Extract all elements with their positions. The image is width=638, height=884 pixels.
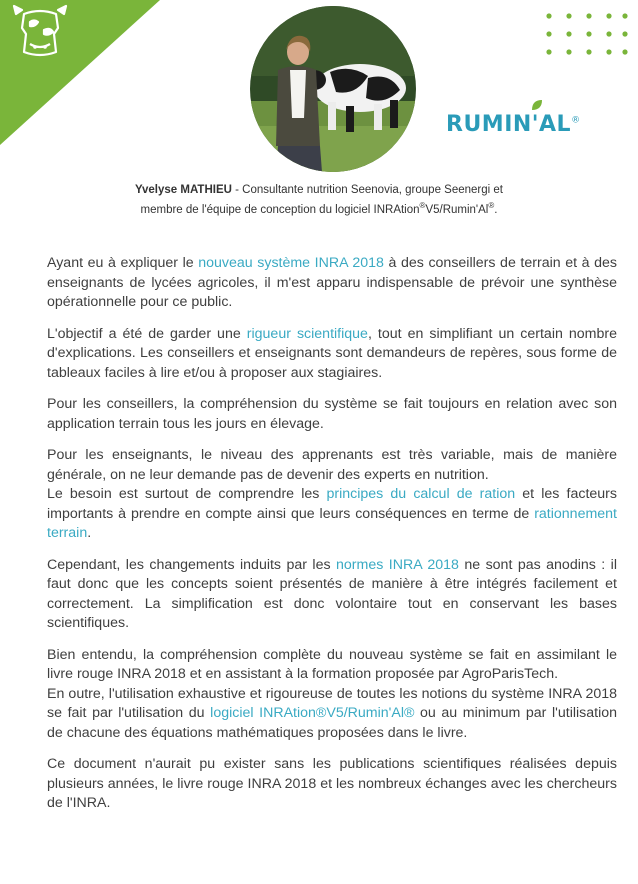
text: à des conseillers de terrain et à des enseignants de lycées agricoles, il m'est apparu indispensable de prévoir une synthèse opérationnelle pour ce public. xyxy=(47,255,617,310)
author-caption xyxy=(0,182,638,218)
highlight-term: nouveau système INRA 2018 xyxy=(198,255,384,271)
registered-mark: ® xyxy=(419,201,426,210)
leaf-icon xyxy=(530,98,544,112)
paragraph xyxy=(47,485,617,544)
text: L'objectif a été de garder une xyxy=(47,325,247,342)
caption-line-2 xyxy=(0,198,638,218)
paragraph: Pour les enseignants, le niveau des apprenants est très variable, mais de manière générale, on ne leur demande pas de devenir des experts en nutrition. xyxy=(47,447,617,483)
highlight-term: principes du calcul de ration xyxy=(326,486,516,502)
highlight-term: normes INRA 2018 xyxy=(336,556,459,573)
logo-text-suffix: 'AL xyxy=(531,112,572,137)
registered-mark: ® xyxy=(488,201,495,210)
caption-text: membre de l'équipe de conception du logiciel INRAtion xyxy=(140,203,420,216)
logo-text-main: RUMIN xyxy=(446,112,532,137)
text: ou au minimum par l'utilisation de chacune des équations mathématiques proposées dans le livre. xyxy=(47,705,618,741)
highlight-term: rigueur scientifique xyxy=(246,325,368,342)
text: Ayant eu à expliquer le xyxy=(47,255,199,271)
text: , tout en simplifiant un certain nombre d'explications. Les conseillers et enseignants sont demandeurs de repères, sous forme de tableaux faciles à lire et/ou à proposer aux stagiaires. xyxy=(47,325,617,381)
logo-registered: ® xyxy=(571,115,581,126)
text: Cependant, les changements induits par les xyxy=(47,556,337,573)
paragraph: Ce document n'aurait pu exister sans les publications scientifiques réalisées depuis plusieurs années, le livre rouge INRA 2018 et les nombreux échanges avec les chercheurs de l'INRA. xyxy=(47,756,617,811)
author-role: - Consultante nutrition Seenovia, groupe Seenergi et xyxy=(231,184,503,196)
highlight-term: rationnement terrain xyxy=(47,505,617,541)
paragraph xyxy=(47,556,617,634)
text: En outre, l'utilisation exhaustive et rigoureuse de toutes les notions du système INRA 2018 se fait par l'utilisation du xyxy=(47,685,617,721)
caption-text: . xyxy=(494,203,498,216)
highlight-term: logiciel INRAtion®V5/Rumin'Al® xyxy=(210,705,415,721)
green-corner-banner xyxy=(0,0,160,145)
text: et les facteurs importants à prendre en compte ainsi que leurs conséquences en terme de xyxy=(47,486,617,522)
body-text xyxy=(47,254,617,826)
caption-text: V5/Rumin'Al xyxy=(425,203,489,216)
dot-grid-decoration xyxy=(545,12,629,56)
paragraph: Bien entendu, la compréhension complète du nouveau système se fait en assimilant le livre rouge INRA 2018 et en assistant à la formation proposée par AgroParisTech. xyxy=(47,646,617,682)
portrait-illustration xyxy=(250,6,416,172)
caption-line-1 xyxy=(0,182,638,198)
paragraph: Pour les conseillers, la compréhension du système se fait toujours en relation avec son application terrain tous les jours en élevage. xyxy=(47,396,617,432)
paragraph xyxy=(47,254,617,313)
paragraph xyxy=(47,685,617,744)
text: ne sont pas anodins : il faut donc que les concepts soient présentés de manière à être intégrés facilement et correctement. La simplification est donc volontaire tout en conservant les bases scientifiques. xyxy=(47,556,617,631)
paragraph xyxy=(47,325,617,384)
author-portrait xyxy=(250,6,416,172)
author-name: Yvelyse MATHIEU xyxy=(134,184,232,196)
ruminal-logo xyxy=(446,112,581,137)
text: . xyxy=(87,525,92,541)
text: Le besoin est surtout de comprendre les xyxy=(47,486,327,502)
